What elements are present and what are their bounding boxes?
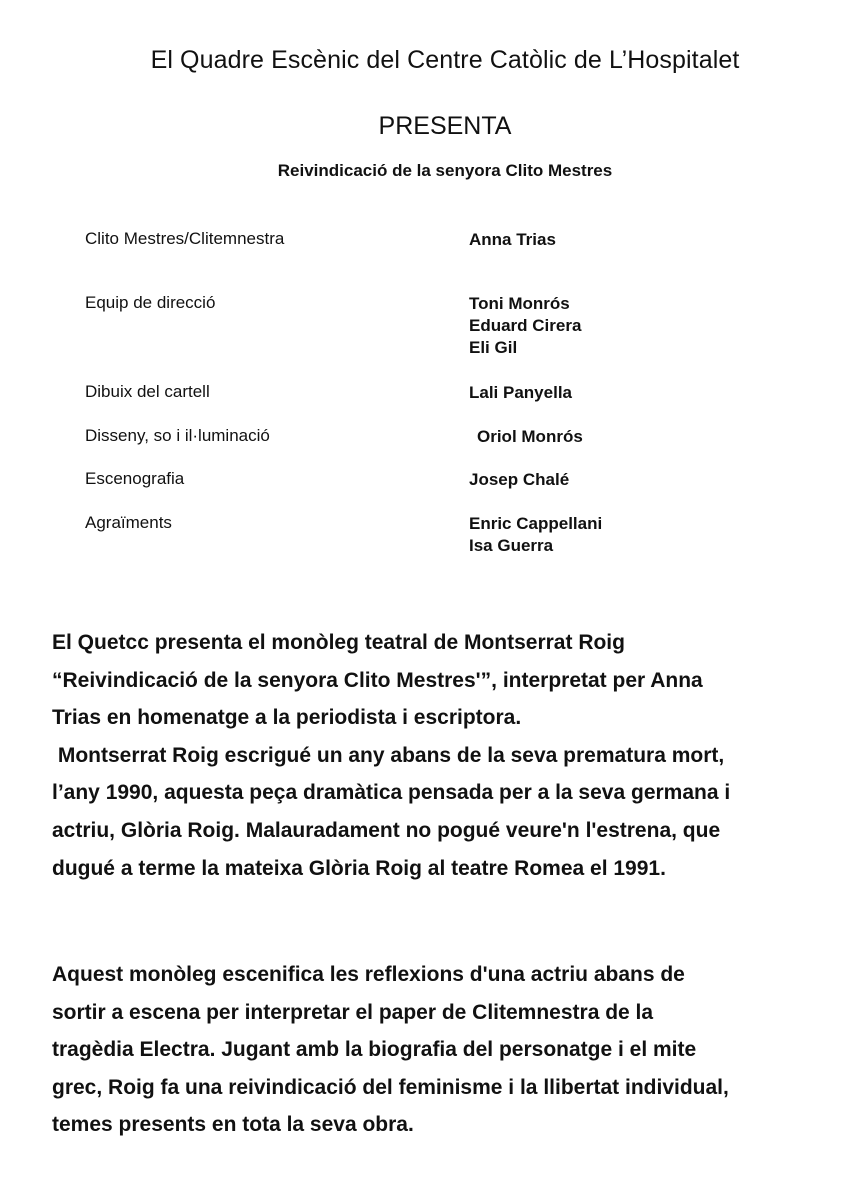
credit-role: Escenografia (85, 469, 185, 488)
credit-name: Enric Cappellani (469, 514, 603, 533)
credit-role: Equip de direcció (85, 293, 216, 312)
credit-names (469, 382, 572, 404)
credit-name: Lali Panyella (469, 383, 572, 402)
organization-title: El Quadre Escènic del Centre Catòlic de L’Hospitalet (150, 46, 740, 74)
play-title: Reivindicació de la senyora Clito Mestres (277, 161, 613, 180)
credit-role: Dibuix del cartell (85, 382, 210, 401)
credit-name: Isa Guerra (469, 536, 554, 555)
credit-names (469, 469, 569, 491)
credit-names (469, 513, 602, 557)
credit-name: Eduard Cirera (469, 316, 582, 335)
credit-name: Eli Gil (469, 338, 518, 357)
text-line: l’any 1990, aquesta peça dramàtica pensada per a la seva germana i (52, 781, 731, 805)
text-line: Trias en homenatge a la periodista i escriptora. (52, 706, 522, 730)
text-line: sortir a escena per interpretar el paper de Clitemnestra de la (52, 1000, 654, 1024)
credit-name: Anna Trias (469, 230, 556, 249)
description-paragraph-2 (52, 956, 852, 1144)
text-line: dugué a terme la mateixa Glòria Roig al teatre Romea el 1991. (52, 856, 666, 880)
text-line: grec, Roig fa una reivindicació del feminisme i la llibertat individual, (52, 1075, 729, 1099)
credit-name: Oriol Monrós (477, 427, 583, 446)
credit-name: Josep Chalé (469, 470, 570, 489)
text-line: “Reivindicació de la senyora Clito Mestres'”, interpretat per Anna (52, 668, 703, 692)
credit-role: Agraïments (85, 513, 172, 532)
text-line: Aquest monòleg escenifica les reflexions d'una actriu abans de (52, 963, 685, 986)
presents-heading: PRESENTA (378, 112, 512, 140)
text-line: Montserrat Roig escrigué un any abans de la seva prematura mort, (52, 743, 725, 767)
credit-names (469, 293, 581, 359)
text-line: actriu, Glòria Roig. Malauradament no pogué veure'n l'estrena, que (52, 818, 721, 842)
text-line: El Quetcc presenta el monòleg teatral de Montserrat Roig (52, 631, 625, 654)
text-line: tragèdia Electra. Jugant amb la biografia del personatge i el mite (52, 1038, 697, 1062)
credit-names (477, 426, 583, 448)
credit-role: Clito Mestres/Clitemnestra (85, 229, 285, 248)
text-line: temes presents en tota la seva obra. (52, 1113, 414, 1137)
credit-name: Toni Monrós (469, 294, 570, 313)
credit-role: Disseny, so i il·luminació (85, 426, 270, 445)
description-paragraph-1 (52, 624, 852, 887)
credit-names (469, 229, 556, 251)
